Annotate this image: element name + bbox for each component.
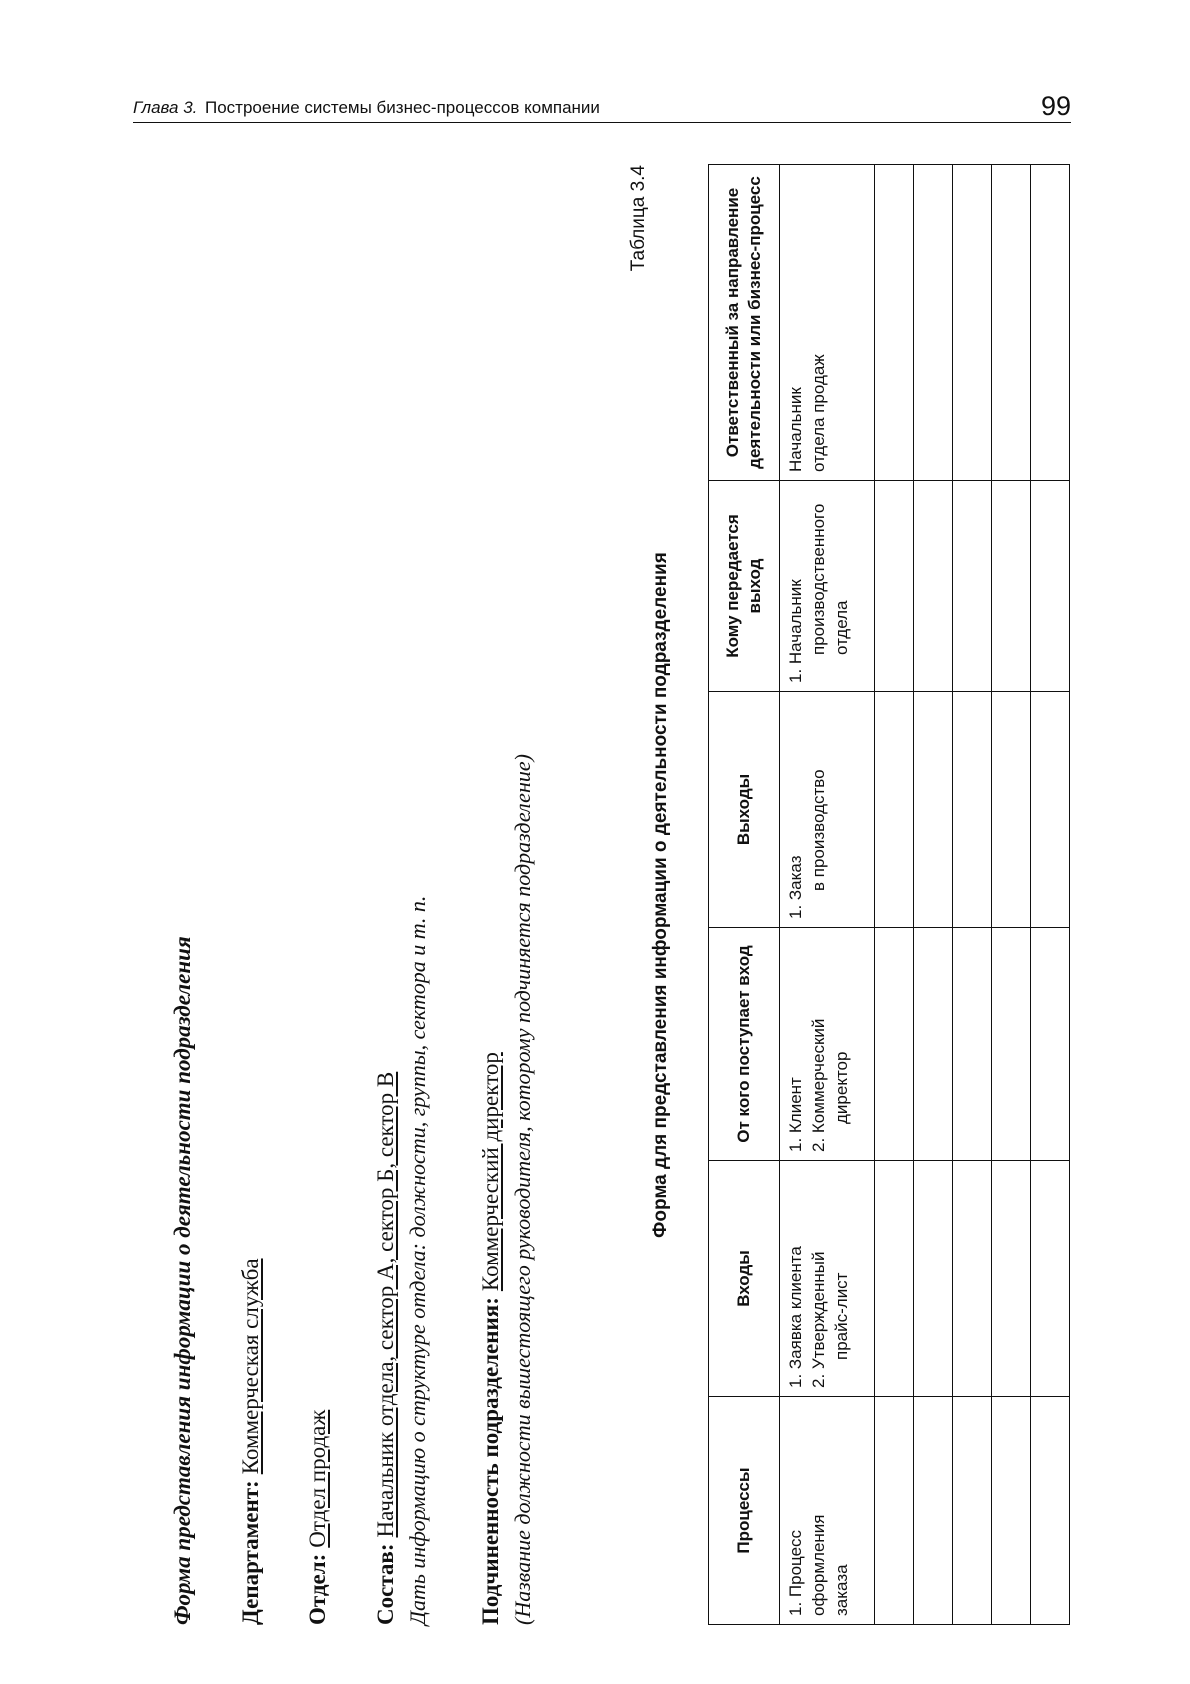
form-title: Форма представления информации о деятельности подразделения xyxy=(170,936,195,1625)
composition-line xyxy=(373,1072,399,1625)
chapter-title: Построение системы бизнес-процессов компании xyxy=(205,98,600,117)
table-cell-from: 1. Клиент 2. Коммерческий директор xyxy=(780,928,875,1161)
division-line xyxy=(305,1410,331,1625)
composition-hint: Дать информацию о структуре отдела: должности, группы, сектора и т. п. xyxy=(405,895,430,1625)
division-value: Отдел продаж xyxy=(305,1409,330,1548)
rotated-page-body xyxy=(170,165,1050,1625)
column-header: От кого поступает вход xyxy=(709,928,780,1161)
column-header: Входы xyxy=(709,1161,780,1397)
division-label: Отдел: xyxy=(305,1553,330,1625)
table-row-empty xyxy=(953,165,992,1625)
activity-table xyxy=(708,164,1070,1625)
table-cell-outputs: 1. Заказ в производство xyxy=(780,692,875,928)
subordination-label: Подчиненность подразделения: xyxy=(478,1297,503,1625)
table-header-row xyxy=(709,165,780,1625)
table-row xyxy=(780,165,875,1625)
table-row-empty xyxy=(875,165,914,1625)
department-value: Коммерческая служба xyxy=(238,1258,263,1475)
table-row-empty xyxy=(914,165,953,1625)
table-cell-inputs: 1. Заявка клиента 2. Утвержденный прайс-лист xyxy=(780,1161,875,1397)
chapter-label: Глава 3. xyxy=(133,98,198,117)
table-number: Таблица 3.4 xyxy=(628,165,649,272)
subordination-value: Коммерческий директор xyxy=(478,1052,503,1292)
table-row-empty xyxy=(992,165,1031,1625)
column-header: Кому передается выход xyxy=(709,481,780,692)
composition-label: Состав: xyxy=(373,1543,398,1625)
column-header: Процессы xyxy=(709,1397,780,1625)
table-cell-responsible: Начальник отдела продаж xyxy=(780,165,875,481)
department-line xyxy=(238,1258,264,1625)
table-caption: Форма для представления информации о деятельности подразделения xyxy=(650,552,671,1238)
page-number: 99 xyxy=(1040,91,1071,121)
department-label: Департамент: xyxy=(238,1480,263,1625)
subordination-line xyxy=(478,1052,504,1625)
table-cell-process: 1. Процесс оформления заказа xyxy=(780,1397,875,1625)
subordination-hint: (Название должности вышестоящего руководителя, которому подчиняется подразделение) xyxy=(510,754,535,1625)
running-header xyxy=(133,92,1071,123)
table-cell-to: 1. Начальник производственного отдела xyxy=(780,481,875,692)
column-header: Ответственный за направление деятельности или бизнес-процесс xyxy=(709,165,780,481)
composition-value: Начальник отдела, сектор А, сектор Б, сектор В xyxy=(373,1071,398,1538)
table-row-empty xyxy=(1031,165,1070,1625)
column-header: Выходы xyxy=(709,692,780,928)
